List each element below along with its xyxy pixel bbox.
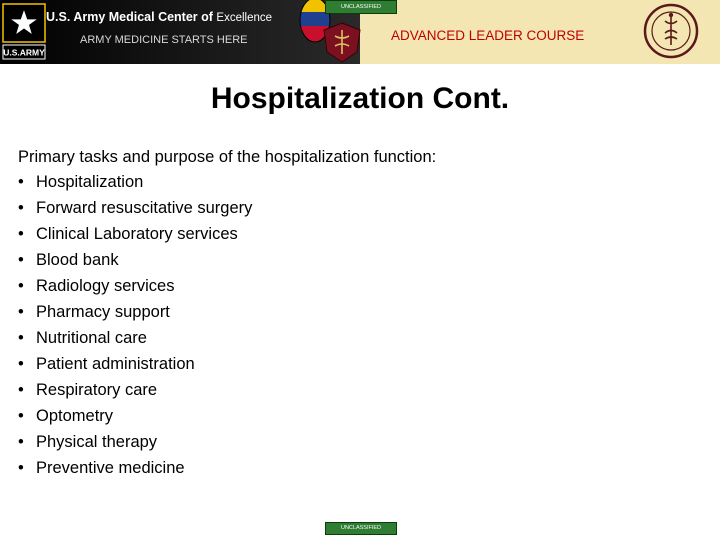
- list-item: [18, 406, 252, 432]
- bullet-glyph: •: [18, 407, 24, 425]
- list-item-label: Preventive medicine: [36, 459, 185, 477]
- list-item: [18, 354, 252, 380]
- list-item-label: Pharmacy support: [36, 303, 170, 321]
- header-banner: [0, 0, 720, 64]
- classification-banner-bottom: UNCLASSIFIED: [325, 522, 397, 535]
- list-item: [18, 224, 252, 250]
- list-item: [18, 172, 252, 198]
- bullet-glyph: •: [18, 277, 24, 295]
- list-item-label: Forward resuscitative surgery: [36, 199, 253, 217]
- list-item-label: Respiratory care: [36, 381, 158, 399]
- list-item: [18, 432, 252, 458]
- list-item: [18, 328, 252, 354]
- bullet-glyph: •: [18, 433, 24, 451]
- list-item-label: Nutritional care: [36, 329, 147, 347]
- bullet-glyph: •: [18, 199, 24, 217]
- bullet-glyph: •: [18, 329, 24, 347]
- bullet-glyph: •: [18, 381, 24, 399]
- medical-center-name: [46, 10, 272, 24]
- bullet-glyph: •: [18, 173, 24, 191]
- list-item-label: Hospitalization: [36, 173, 144, 191]
- us-army-star-logo: [2, 3, 46, 61]
- medical-center-excellence: Excellence: [216, 12, 273, 24]
- bullet-glyph: •: [18, 251, 24, 269]
- list-item: [18, 250, 252, 276]
- hospitalization-task-list: [18, 172, 252, 484]
- list-item: [18, 276, 252, 302]
- army-logo-text: U.S.ARMY: [3, 47, 45, 58]
- list-item: [18, 458, 252, 484]
- list-item-label: Radiology services: [36, 277, 175, 295]
- bullet-glyph: •: [18, 303, 24, 321]
- list-item-label: Physical therapy: [36, 433, 158, 451]
- bullet-glyph: •: [18, 459, 24, 477]
- list-item: [18, 198, 252, 224]
- tagline: ARMY MEDICINE STARTS HERE: [80, 34, 248, 46]
- list-item-label: Blood bank: [36, 251, 119, 269]
- classification-banner-top: UNCLASSIFIED: [325, 0, 397, 14]
- list-item-label: Clinical Laboratory services: [36, 225, 238, 243]
- bullet-glyph: •: [18, 225, 24, 243]
- course-title: ADVANCED LEADER COURSE: [391, 28, 585, 43]
- list-item-label: Optometry: [36, 407, 114, 425]
- list-item: [18, 380, 252, 406]
- bullet-glyph: •: [18, 355, 24, 373]
- medical-center-name-text: U.S. Army Medical Center of: [46, 10, 213, 24]
- medical-regiment-crest-icon: [320, 20, 364, 64]
- intro-text: Primary tasks and purpose of the hospitalization function:: [18, 148, 437, 166]
- list-item-label: Patient administration: [36, 355, 195, 373]
- list-item: [18, 302, 252, 328]
- nco-academy-seal-icon: [643, 3, 699, 59]
- slide-title: Hospitalization Cont.: [210, 82, 510, 115]
